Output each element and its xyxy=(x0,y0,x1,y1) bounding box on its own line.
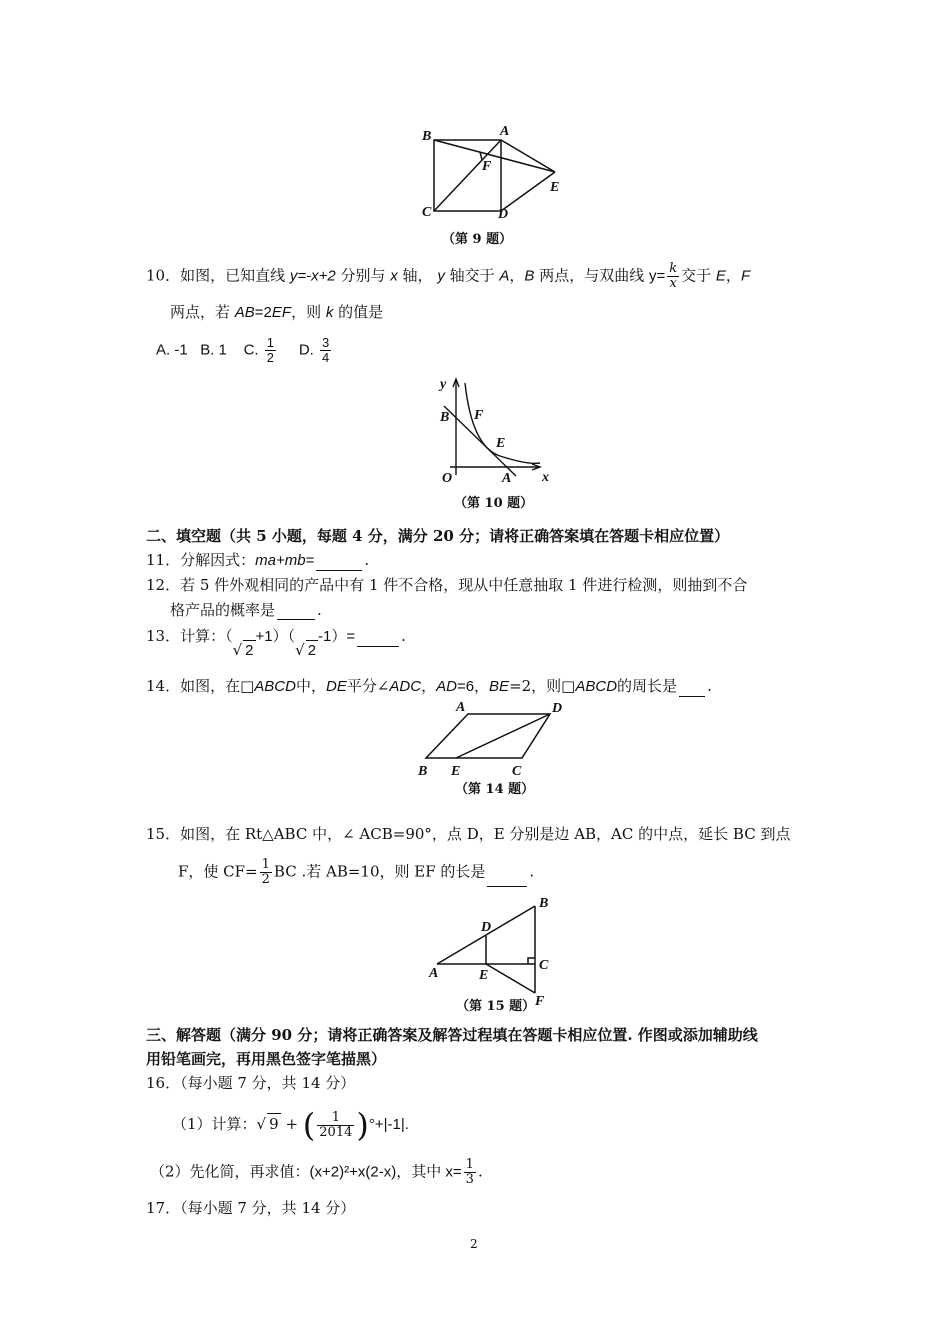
q13 xyxy=(146,626,406,659)
fraction-denominator: 2014 xyxy=(319,1124,353,1140)
q14-var: ABCD xyxy=(575,678,618,695)
figure-14-caption: （第 14 题） xyxy=(455,782,535,797)
q10-var: B xyxy=(524,267,535,285)
q12-text: 格产品的概率是 xyxy=(170,601,276,619)
q14-var: DE xyxy=(325,678,347,695)
fig15-label-C: C xyxy=(539,958,549,973)
q10-option-b: B. 1 xyxy=(200,341,227,359)
figure-15-caption: （第 15 题） xyxy=(456,999,536,1014)
q13-text: -1）= xyxy=(318,628,356,645)
sqrt-icon: √ xyxy=(256,1115,267,1133)
sqrt-icon: √ xyxy=(232,641,243,659)
q10-text: 两点，若 xyxy=(170,303,235,321)
q15-number: 15． xyxy=(146,825,181,843)
q10-text: =2 xyxy=(254,304,272,321)
fig10-label-B: B xyxy=(440,410,450,425)
section-2-title: 二、填空题（共 5 小题，每题 4 分，满分 20 分；请将正确答案填在答题卡相应位置） xyxy=(146,527,730,545)
q13-radicand-1: 2 xyxy=(245,642,254,659)
fraction-numerator: 1 xyxy=(261,857,270,872)
fig10-label-y: y xyxy=(440,377,447,392)
q10-line1 xyxy=(146,262,750,291)
q14-var: ABCD xyxy=(254,678,296,695)
q15-fraction xyxy=(260,858,272,887)
fraction-numerator: 3 xyxy=(321,335,330,350)
fig14-label-E: E xyxy=(451,764,461,779)
q15-text: BC .若 AB=10，则 EF 的长是 xyxy=(273,862,486,881)
q10-text: 如图，已知直线 xyxy=(180,266,290,285)
q10-var: x xyxy=(390,267,398,285)
q11-expression: ma+mb= xyxy=(255,552,315,569)
fig15-label-B: B xyxy=(539,896,549,911)
q16-part2 xyxy=(150,1158,483,1187)
q10-option-c-fraction xyxy=(265,336,276,365)
q11-text: 分解因式： xyxy=(180,551,256,569)
q14-end: . xyxy=(707,677,712,695)
fig14-label-D: D xyxy=(552,701,563,716)
fig9-label-B: B xyxy=(422,129,432,144)
q10-text: ， xyxy=(725,266,741,285)
q13-number: 13． xyxy=(146,627,181,645)
q14-text: 的周长是 xyxy=(617,677,678,695)
q10-option-a: A. -1 xyxy=(156,341,188,359)
q10-text: 两点，与双曲线 xyxy=(534,266,649,285)
q14-text: ， xyxy=(421,677,437,695)
q10-equation: y= xyxy=(648,267,666,285)
q10-var: AB xyxy=(234,304,255,321)
q14 xyxy=(146,676,712,697)
q11-end: . xyxy=(364,551,370,569)
q10-text: ， xyxy=(509,266,525,285)
q10-option-c: C. xyxy=(243,341,259,359)
left-paren-icon: ( xyxy=(302,1106,316,1144)
q14-answer-blank xyxy=(679,696,705,697)
q16-fraction-2 xyxy=(464,1158,476,1187)
fig9-label-A: A xyxy=(500,124,510,139)
fraction-denominator: 2 xyxy=(261,872,270,887)
q16-fraction xyxy=(317,1111,354,1140)
q10-text: 交于 xyxy=(681,266,716,285)
q13-radicand-2: 2 xyxy=(307,642,317,659)
fig15-label-F: F xyxy=(535,994,545,1009)
q12-end: . xyxy=(317,601,322,619)
section-3-line2: 用铅笔画完，再用黑色签字笔描黑） xyxy=(146,1050,387,1068)
fraction-denominator: 3 xyxy=(465,1172,474,1187)
q12-line2 xyxy=(170,600,322,620)
fig15-label-E: E xyxy=(479,968,489,983)
figure-14 xyxy=(412,698,582,778)
fraction-numerator: 1 xyxy=(331,1109,340,1125)
fraction-denominator: x xyxy=(667,276,679,291)
q14-text: 平分∠ xyxy=(346,677,390,695)
q14-var: ADC xyxy=(389,678,422,695)
fig14-label-A: A xyxy=(456,700,466,715)
q14-var: BE xyxy=(489,678,510,695)
q12-line1 xyxy=(146,575,747,595)
q17-text: （每小题 7 分，共 14 分） xyxy=(180,1199,356,1217)
q11 xyxy=(146,550,369,571)
q10-fraction xyxy=(667,262,679,291)
q10-option-d-fraction xyxy=(320,336,331,365)
fig9-label-F: F xyxy=(482,159,492,174)
q10-equation: y=-x+2 xyxy=(289,267,336,285)
q16-text: °+|-1|. xyxy=(368,1116,409,1133)
q15-line2 xyxy=(178,858,534,887)
q10-text: 轴交于 xyxy=(444,266,500,285)
right-paren-icon: ) xyxy=(356,1106,369,1144)
q16-end: . xyxy=(477,1162,483,1181)
q10-text: 的值是 xyxy=(333,303,384,321)
fraction-numerator: k xyxy=(669,261,678,276)
q15-end: . xyxy=(529,862,535,881)
q10-var: k xyxy=(325,304,334,321)
q11-number: 11． xyxy=(146,551,181,569)
q12-text: 若 5 件外观相同的产品中有 1 件不合格，现从中任意抽取 1 件进行检测，则抽到不合 xyxy=(180,576,748,594)
q14-text: =6， xyxy=(456,678,490,695)
q16-part1-label: （1）计算： xyxy=(172,1115,257,1133)
q14-text: =2，则□ xyxy=(509,677,576,695)
fig10-label-O: O xyxy=(442,471,453,486)
q14-text: 如图，在□ xyxy=(180,677,255,695)
q16-text: （每小题 7 分，共 14 分） xyxy=(180,1074,356,1092)
q13-text: +1）（ xyxy=(255,628,296,645)
q10-var: F xyxy=(740,267,751,285)
sqrt-icon: √ xyxy=(295,641,305,659)
figure-9-caption: （第 9 题） xyxy=(442,232,513,247)
fig14-label-B: B xyxy=(418,764,428,779)
q10-option-d: D. xyxy=(298,341,314,359)
fraction-numerator: 1 xyxy=(266,335,274,350)
fig9-label-E: E xyxy=(550,180,560,195)
fraction-denominator: 4 xyxy=(321,350,330,365)
q10-var: E xyxy=(715,267,726,285)
q14-var: AD xyxy=(436,678,457,695)
q14-number: 14． xyxy=(146,677,181,695)
figure-9 xyxy=(410,120,570,230)
q12-number: 12． xyxy=(146,576,181,594)
q10-var: EF xyxy=(271,304,292,321)
fraction-denominator: 2 xyxy=(266,350,274,365)
q10-number: 10． xyxy=(146,266,181,285)
fig10-label-F: F xyxy=(474,408,484,423)
q15-text: F，使 CF= xyxy=(178,862,258,881)
q11-answer-blank xyxy=(316,570,362,571)
section-3-line1: 三、解答题（满分 90 分；请将正确答案及解答过程填在答题卡相应位置. 作图或添加辅助线 xyxy=(146,1026,758,1044)
q16-expression: (x+2)²+x(2-x)，其中 x= xyxy=(309,1163,462,1181)
q10-options xyxy=(156,336,333,365)
q16-part2-label: （2）先化简，再求值： xyxy=(150,1162,310,1181)
fraction-numerator: 1 xyxy=(465,1157,474,1172)
q10-text: ，则 xyxy=(291,303,326,321)
fig10-label-A: A xyxy=(502,471,512,486)
q15-line1 xyxy=(146,824,790,844)
q14-text: 中， xyxy=(295,677,326,695)
q17-head xyxy=(146,1198,355,1218)
q12-answer-blank xyxy=(277,619,315,620)
q16-text: + xyxy=(285,1115,299,1133)
q15-answer-blank xyxy=(487,886,527,887)
q10-text: 轴， xyxy=(397,266,438,285)
figure-10 xyxy=(430,375,560,485)
q16-part1 xyxy=(172,1106,409,1144)
q13-end: . xyxy=(401,627,406,645)
figure-10-caption: （第 10 题） xyxy=(454,496,534,511)
q13-text: 计算：（ xyxy=(180,627,233,645)
q10-var: y xyxy=(437,267,445,285)
q13-answer-blank xyxy=(357,646,399,647)
q15-text: 如图，在 Rt△ABC 中，∠ ACB=90°，点 D，E 分别是边 AB，AC 的中点，延长 BC 到点 xyxy=(180,825,791,843)
q16-number: 16． xyxy=(146,1074,181,1092)
fig15-label-D: D xyxy=(481,920,492,935)
q10-line2 xyxy=(170,302,383,323)
fig14-label-C: C xyxy=(512,764,522,779)
fig10-label-x: x xyxy=(542,470,549,485)
fig15-label-A: A xyxy=(429,966,439,981)
q16-head xyxy=(146,1073,355,1093)
q16-radicand: 9 xyxy=(269,1115,279,1133)
q10-text: 分别与 xyxy=(335,266,391,285)
fig10-label-E: E xyxy=(496,436,506,451)
fig9-label-C: C xyxy=(422,205,432,220)
q10-var: A xyxy=(499,267,510,285)
fig9-label-D: D xyxy=(498,207,509,222)
q17-number: 17． xyxy=(146,1199,181,1217)
page-number: 2 xyxy=(470,1237,478,1251)
